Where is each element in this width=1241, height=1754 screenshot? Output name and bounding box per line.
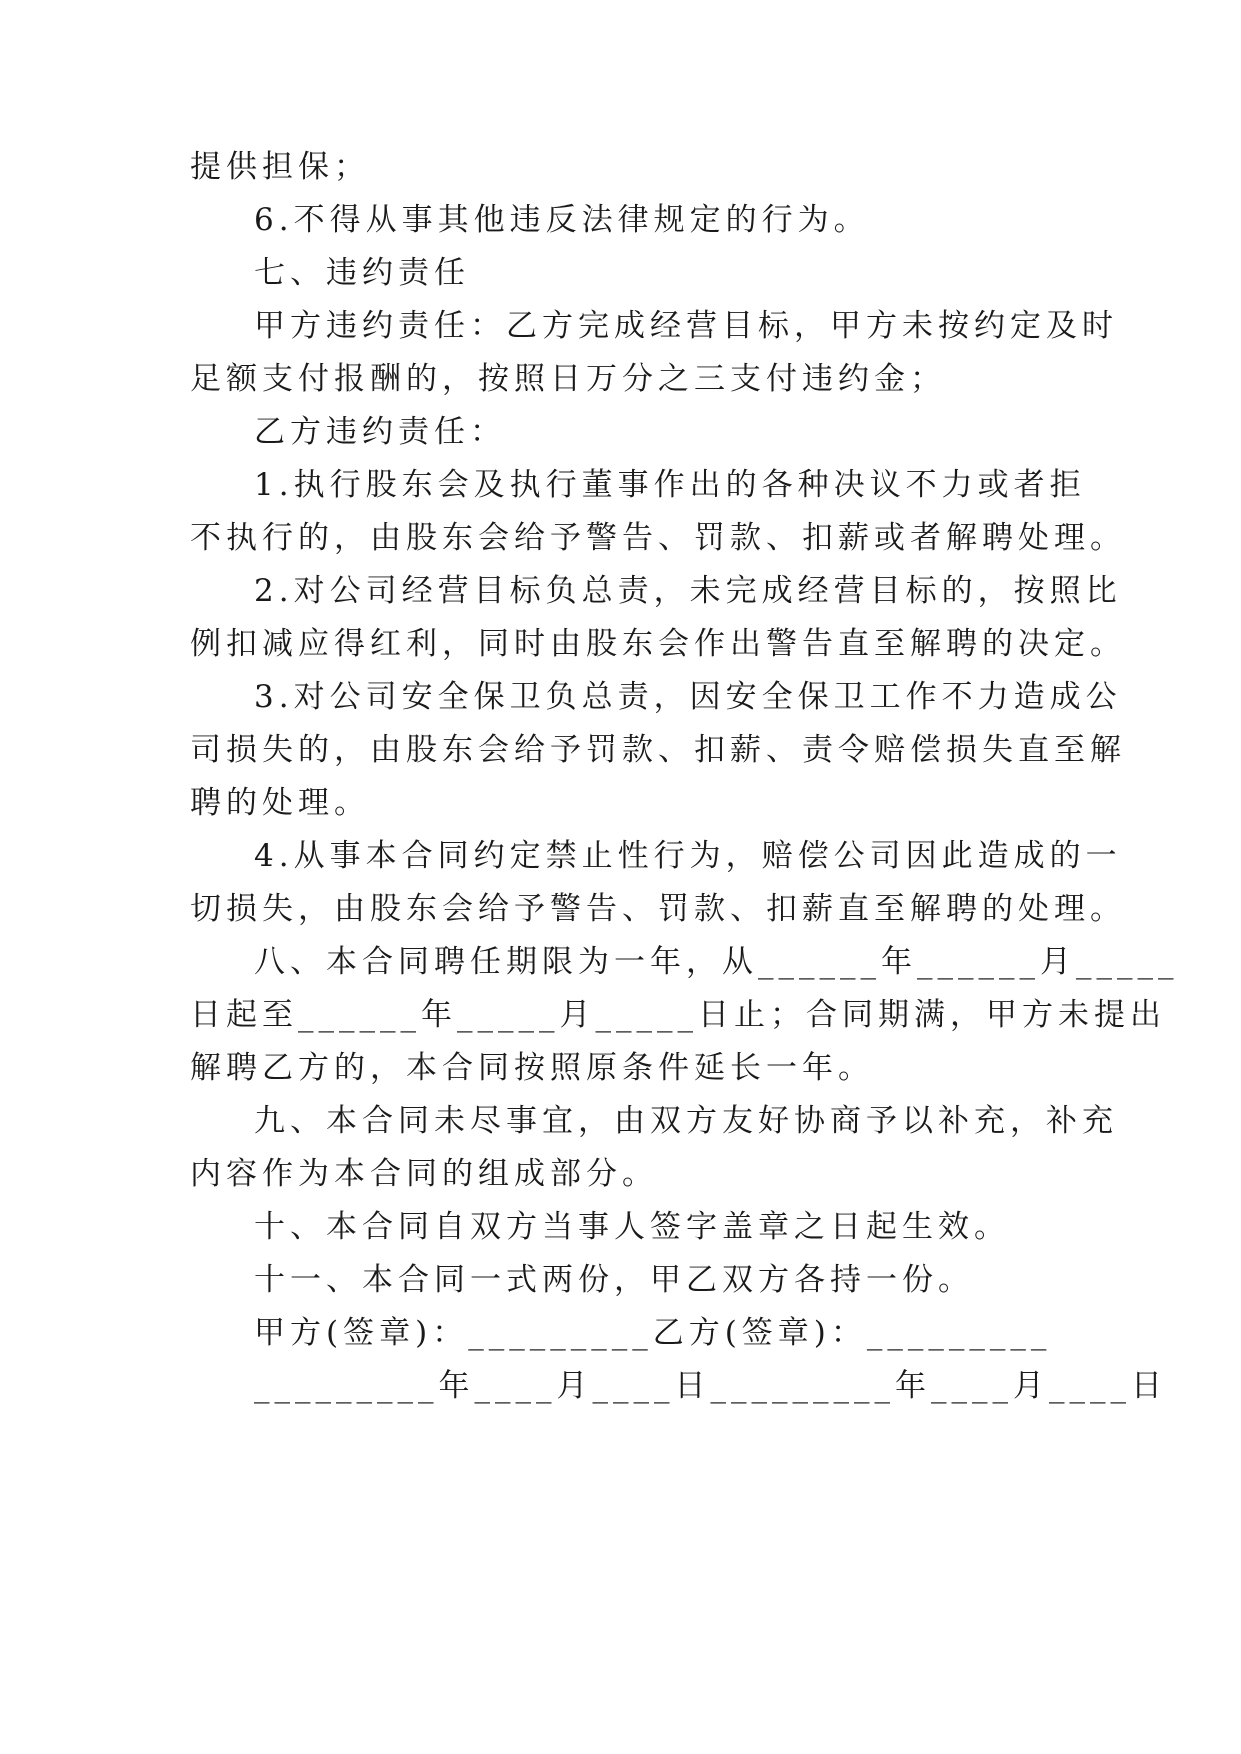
text-line: 八、本合同聘任期限为一年，从______年______月_____	[254, 944, 1179, 980]
text-line: 解聘乙方的，本合同按照原条件延长一年。	[190, 1050, 874, 1086]
text-line: 6.不得从事其他违反法律规定的行为。	[254, 202, 870, 238]
text-line: 不执行的，由股东会给予警告、罚款、扣薪或者解聘处理。	[190, 520, 1126, 556]
text-line: 乙方违约责任：	[254, 414, 506, 450]
text-line: 例扣减应得红利，同时由股东会作出警告直至解聘的决定。	[190, 626, 1126, 662]
text-line: 提供担保；	[190, 149, 370, 185]
text-line: 足额支付报酬的，按照日万分之三支付违约金；	[190, 361, 946, 397]
date-line: _________年____月____日_________年____月____日	[254, 1368, 1167, 1404]
text-line: 3.对公司安全保卫负总责，因安全保卫工作不力造成公	[254, 679, 1122, 715]
text-line: 十、本合同自双方当事人签字盖章之日起生效。	[254, 1209, 1010, 1245]
text-line: 2.对公司经营目标负总责，未完成经营目标的，按照比	[254, 573, 1122, 609]
text-line: 司损失的，由股东会给予罚款、扣薪、责令赔偿损失直至解	[190, 732, 1126, 768]
text-line: 九、本合同未尽事宜，由双方友好协商予以补充，补充	[254, 1103, 1118, 1139]
text-line: 1.执行股东会及执行董事作出的各种决议不力或者拒	[254, 467, 1086, 503]
text-line: 内容作为本合同的组成部分。	[190, 1156, 658, 1192]
text-line: 4.从事本合同约定禁止性行为，赔偿公司因此造成的一	[254, 838, 1122, 874]
text-line: 甲方违约责任：乙方完成经营目标，甲方未按约定及时	[254, 308, 1118, 344]
text-line: 聘的处理。	[190, 785, 370, 821]
section-heading: 七、违约责任	[254, 255, 470, 291]
signature-line: 甲方(签章)：_________乙方(签章)：_________	[254, 1315, 1052, 1351]
text-line: 十一、本合同一式两份，甲乙双方各持一份。	[254, 1262, 974, 1298]
text-line: 切损失，由股东会给予警告、罚款、扣薪直至解聘的处理。	[190, 891, 1126, 927]
text-line: 日起至______年_____月_____日止；合同期满，甲方未提出	[190, 997, 1166, 1033]
